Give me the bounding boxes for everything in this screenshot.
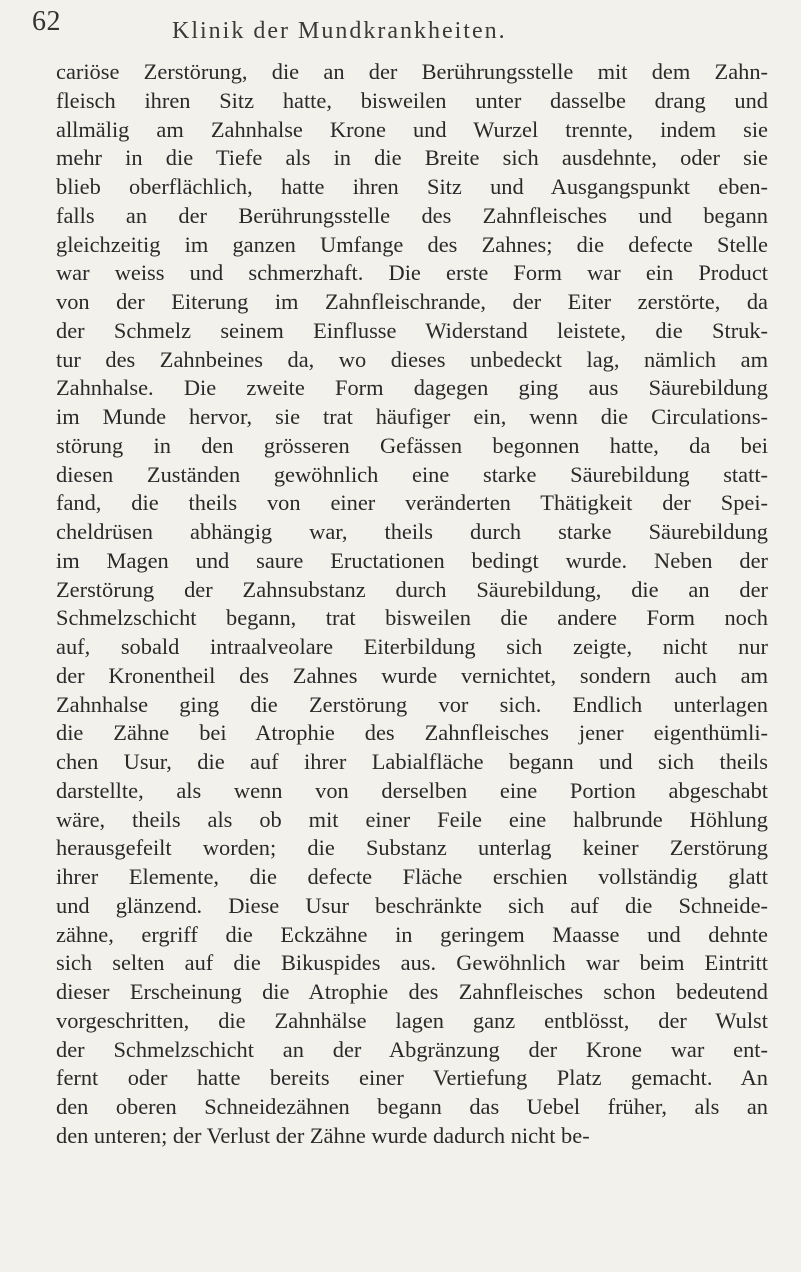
text-line: blieb oberflächlich, hatte ihren Sitz und Ausgangspunkt eben- (56, 174, 768, 199)
text-line: cariöse Zerstörung, die an der Berührungsstelle mit dem Zahn- (56, 59, 768, 84)
text-line: mehr in die Tiefe als in die Breite sich ausdehnte, oder sie (56, 145, 768, 171)
text-line: dieser Erscheinung die Atrophie des Zahnfleisches schon bedeutend (56, 979, 768, 1004)
text-line: gleichzeitig im ganzen Umfange des Zahnes; die defecte Stelle (56, 231, 768, 257)
text-line: zähne, ergriff die Eckzähne in geringem Maasse und dehnte (56, 921, 768, 947)
text-line: der Schmelzschicht an der Abgränzung der Krone war ent- (56, 1036, 768, 1062)
text-line: den unteren; der Verlust der Zähne wurde dadurch nicht be- (56, 1122, 590, 1148)
text-line: fand, die theils von einer veränderten Thätigkeit der Spei- (56, 490, 768, 516)
text-line: herausgefeilt worden; die Substanz unterlag keiner Zerstörung (56, 835, 768, 861)
text-line: allmälig am Zahnhalse Krone und Wurzel trennte, indem sie (56, 116, 768, 142)
text-line: darstellte, als wenn von derselben eine Portion abgeschabt (56, 777, 768, 803)
text-line: der Kronentheil des Zahnes wurde vernichtet, sondern auch am (56, 662, 768, 688)
text-line: Zahnhalse. Die zweite Form dagegen ging aus Säurebildung (56, 375, 768, 401)
text-line: Zahnhalse ging die Zerstörung vor sich. Endlich unterlagen (56, 691, 768, 717)
text-line: Zerstörung der Zahnsubstanz durch Säurebildung, die an der (56, 576, 768, 602)
text-line: störung in den grösseren Gefässen begonnen hatte, da bei (56, 432, 768, 458)
text-line: cheldrüsen abhängig war, theils durch starke Säurebildung (56, 519, 768, 544)
running-title: Klinik der Mundkrankheiten. (172, 18, 507, 44)
text-line: von der Eiterung im Zahnfleischrande, der Eiter zerstörte, da (56, 289, 768, 314)
text-line: und glänzend. Diese Usur beschränkte sich auf die Schneide- (56, 892, 768, 918)
running-head (32, 6, 722, 46)
text-line: im Munde hervor, sie trat häufiger ein, wenn die Circulations- (56, 404, 768, 429)
text-line: fernt oder hatte bereits einer Vertiefung Platz gemacht. An (56, 1065, 768, 1091)
text-line: ihrer Elemente, die defecte Fläche erschien vollständig glatt (56, 864, 768, 889)
text-line: auf, sobald intraalveolare Eiterbildung sich zeigte, nicht nur (56, 634, 768, 659)
text-line: war weiss und schmerzhaft. Die erste Form war ein Product (56, 260, 768, 286)
text-line: wäre, theils als ob mit einer Feile eine halbrunde Höhlung (56, 806, 768, 832)
text-line: der Schmelz seinem Einflusse Widerstand leistete, die Struk- (56, 317, 768, 343)
text-line: sich selten auf die Bikuspides aus. Gewöhnlich war beim Eintritt (56, 950, 768, 976)
text-line: falls an der Berührungsstelle des Zahnfleisches und begann (56, 202, 768, 228)
text-line: diesen Zuständen gewöhnlich eine starke Säurebildung statt- (56, 461, 768, 487)
page-number: 62 (32, 6, 61, 37)
body-paragraph (56, 58, 768, 1151)
text-line: die Zähne bei Atrophie des Zahnfleisches jener eigenthümli- (56, 720, 768, 746)
text-line: fleisch ihren Sitz hatte, bisweilen unter dasselbe drang und (56, 87, 768, 113)
text-line: Schmelzschicht begann, trat bisweilen die andere Form noch (56, 605, 768, 631)
text-line: tur des Zahnbeines da, wo dieses unbedeckt lag, nämlich am (56, 346, 768, 372)
text-line: vorgeschritten, die Zahnhälse lagen ganz entblösst, der Wulst (56, 1007, 768, 1033)
text-line: im Magen und saure Eructationen bedingt wurde. Neben der (56, 547, 768, 573)
text-line: den oberen Schneidezähnen begann das Uebel früher, als an (56, 1094, 768, 1119)
text-line: chen Usur, die auf ihrer Labialfläche begann und sich theils (56, 749, 768, 774)
